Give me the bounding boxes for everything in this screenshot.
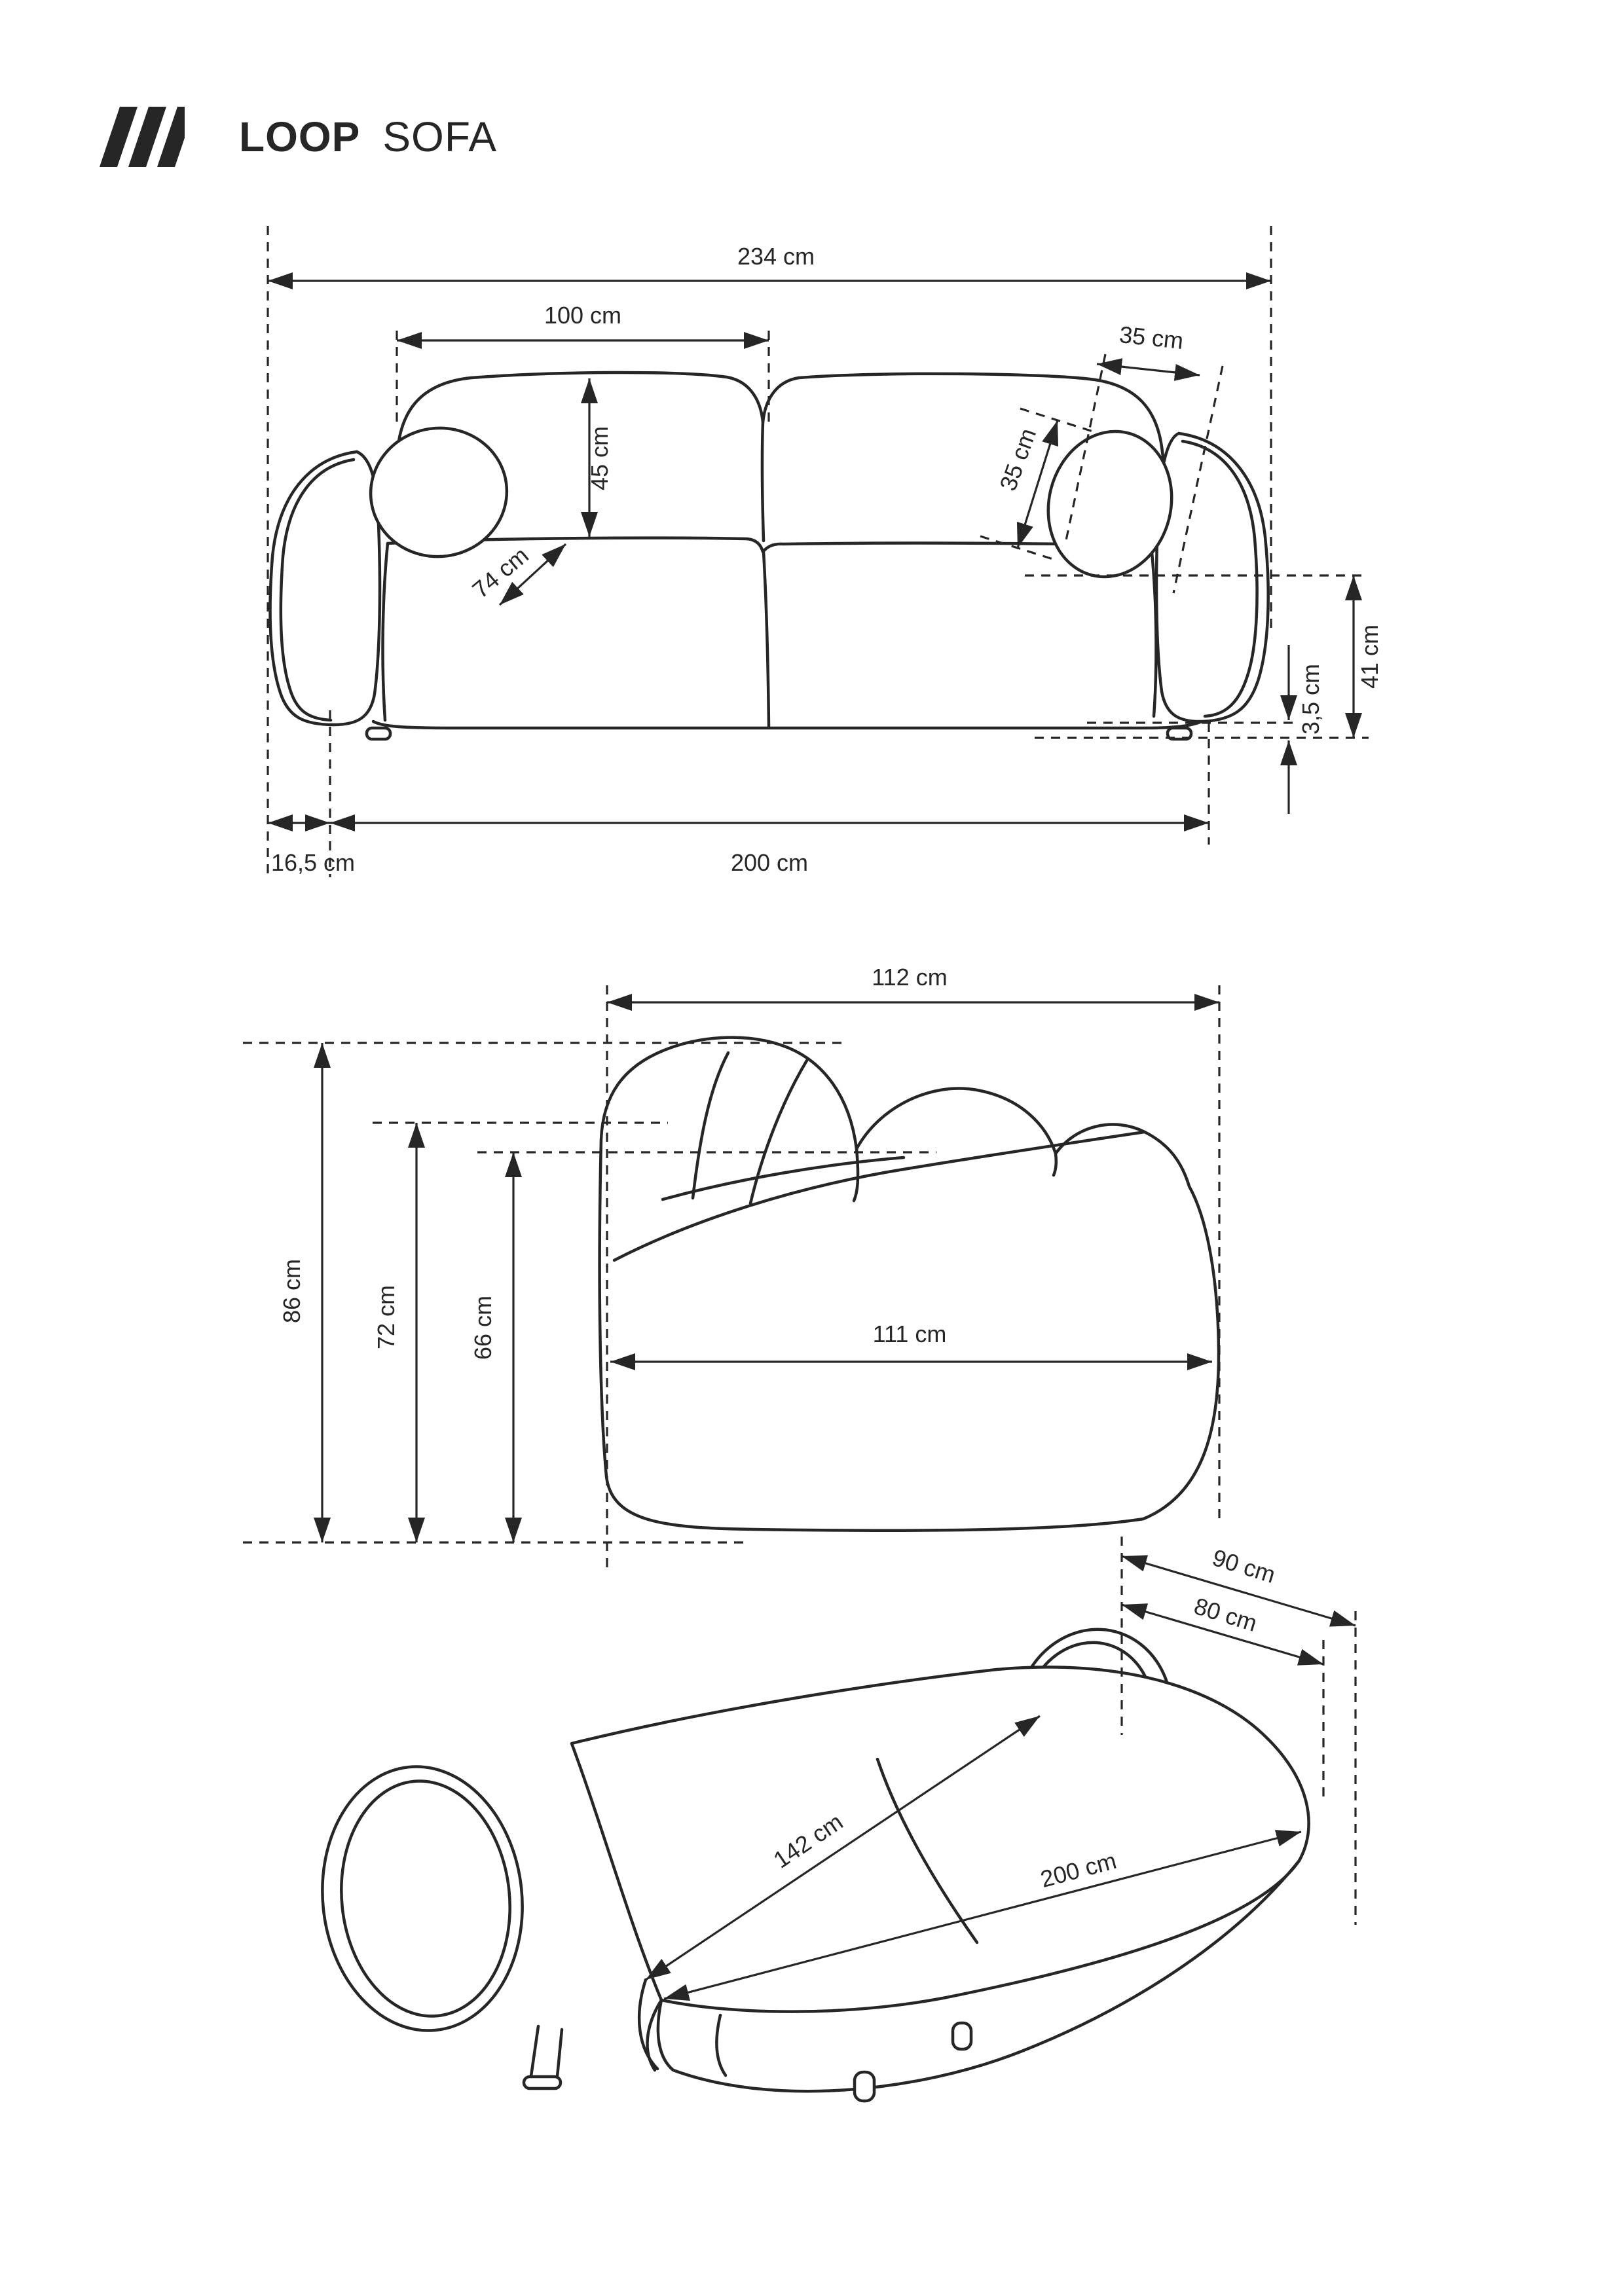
dim-seat-depth-diagonal [467, 541, 566, 605]
dim-total-height [278, 1043, 322, 1542]
dim-label-seat-depth: 74 cm [467, 541, 534, 604]
dim-total-width [268, 243, 1271, 281]
front-seat-line [388, 538, 1151, 552]
dim-label-pillow-width: 35 cm [1118, 321, 1185, 355]
dim-label-total-width: 234 cm [737, 243, 815, 270]
bed-front-leg [855, 2072, 874, 2101]
dim-label-total-depth: 112 cm [872, 964, 948, 991]
front-seat-front-seam [764, 552, 769, 727]
dim-label-backrest-width: 100 cm [544, 302, 622, 329]
bed-skirt-fold-2 [639, 1980, 657, 2069]
dim-floor-clearance [1289, 645, 1324, 814]
dim-backrest-height-side [373, 1123, 416, 1542]
dim-label-extension-depth: 90 cm [1209, 1544, 1279, 1588]
dim-inner-width [330, 823, 1209, 876]
side-view-drawing [243, 964, 1219, 1571]
bed-left-armrest [310, 1757, 536, 2041]
front-view-drawing [268, 226, 1383, 881]
dim-label-backrest-fold-depth: 80 cm [1190, 1592, 1261, 1637]
side-sofa-outline [600, 1038, 1219, 1531]
bed-left-support-foot [524, 2077, 561, 2088]
bed-view-drawing [310, 1537, 1356, 2101]
product-type: SOFA [382, 113, 498, 160]
dim-pillow-width [1097, 321, 1200, 375]
bed-left-support-1 [530, 2026, 538, 2081]
dim-backrest-width [397, 302, 769, 340]
front-backrest-center-seam [762, 422, 764, 541]
bed-surface [572, 1667, 1309, 2011]
product-name: LOOP [239, 113, 361, 160]
bed-middle-leg [953, 2023, 971, 2049]
dim-label-seat-back-height: 66 cm [470, 1295, 496, 1360]
dim-label-pillow-length: 35 cm [994, 424, 1042, 494]
dim-label-body-depth: 111 cm [872, 1321, 947, 1347]
dim-armrest-width [268, 823, 355, 876]
dim-pillow-length [994, 420, 1058, 548]
bed-left-support-2 [557, 2030, 562, 2083]
dim-label-total-height: 86 cm [278, 1258, 305, 1324]
front-body-bottom [373, 718, 1209, 728]
front-backrest-path [397, 373, 1162, 462]
dim-backrest-height [586, 378, 613, 537]
side-silhouette [600, 1038, 1219, 1531]
bed-skirt-fold-3 [716, 2015, 726, 2075]
dim-label-bed-length: 200 cm [1037, 1846, 1120, 1893]
dim-label-seat-height: 41 cm [1356, 624, 1383, 689]
dim-label-armrest-width: 16,5 cm [270, 849, 356, 876]
dim-label-backrest-height: 45 cm [586, 426, 613, 491]
dim-seat-back-height [470, 1152, 513, 1542]
dim-label-backrest-height-side: 72 cm [373, 1285, 399, 1350]
front-left-leg [367, 728, 390, 739]
front-body-left-edge [383, 543, 388, 720]
dim-label-bed-width: 142 cm [768, 1808, 848, 1874]
dim-label-floor-clearance: 3,5 cm [1297, 663, 1324, 735]
dim-total-depth [607, 964, 1219, 1002]
dim-label-inner-width: 200 cm [730, 849, 809, 876]
front-right-armrest [1156, 433, 1268, 721]
front-left-pillow [362, 419, 515, 565]
dim-seat-height [1354, 575, 1383, 738]
front-left-armrest [270, 452, 380, 725]
